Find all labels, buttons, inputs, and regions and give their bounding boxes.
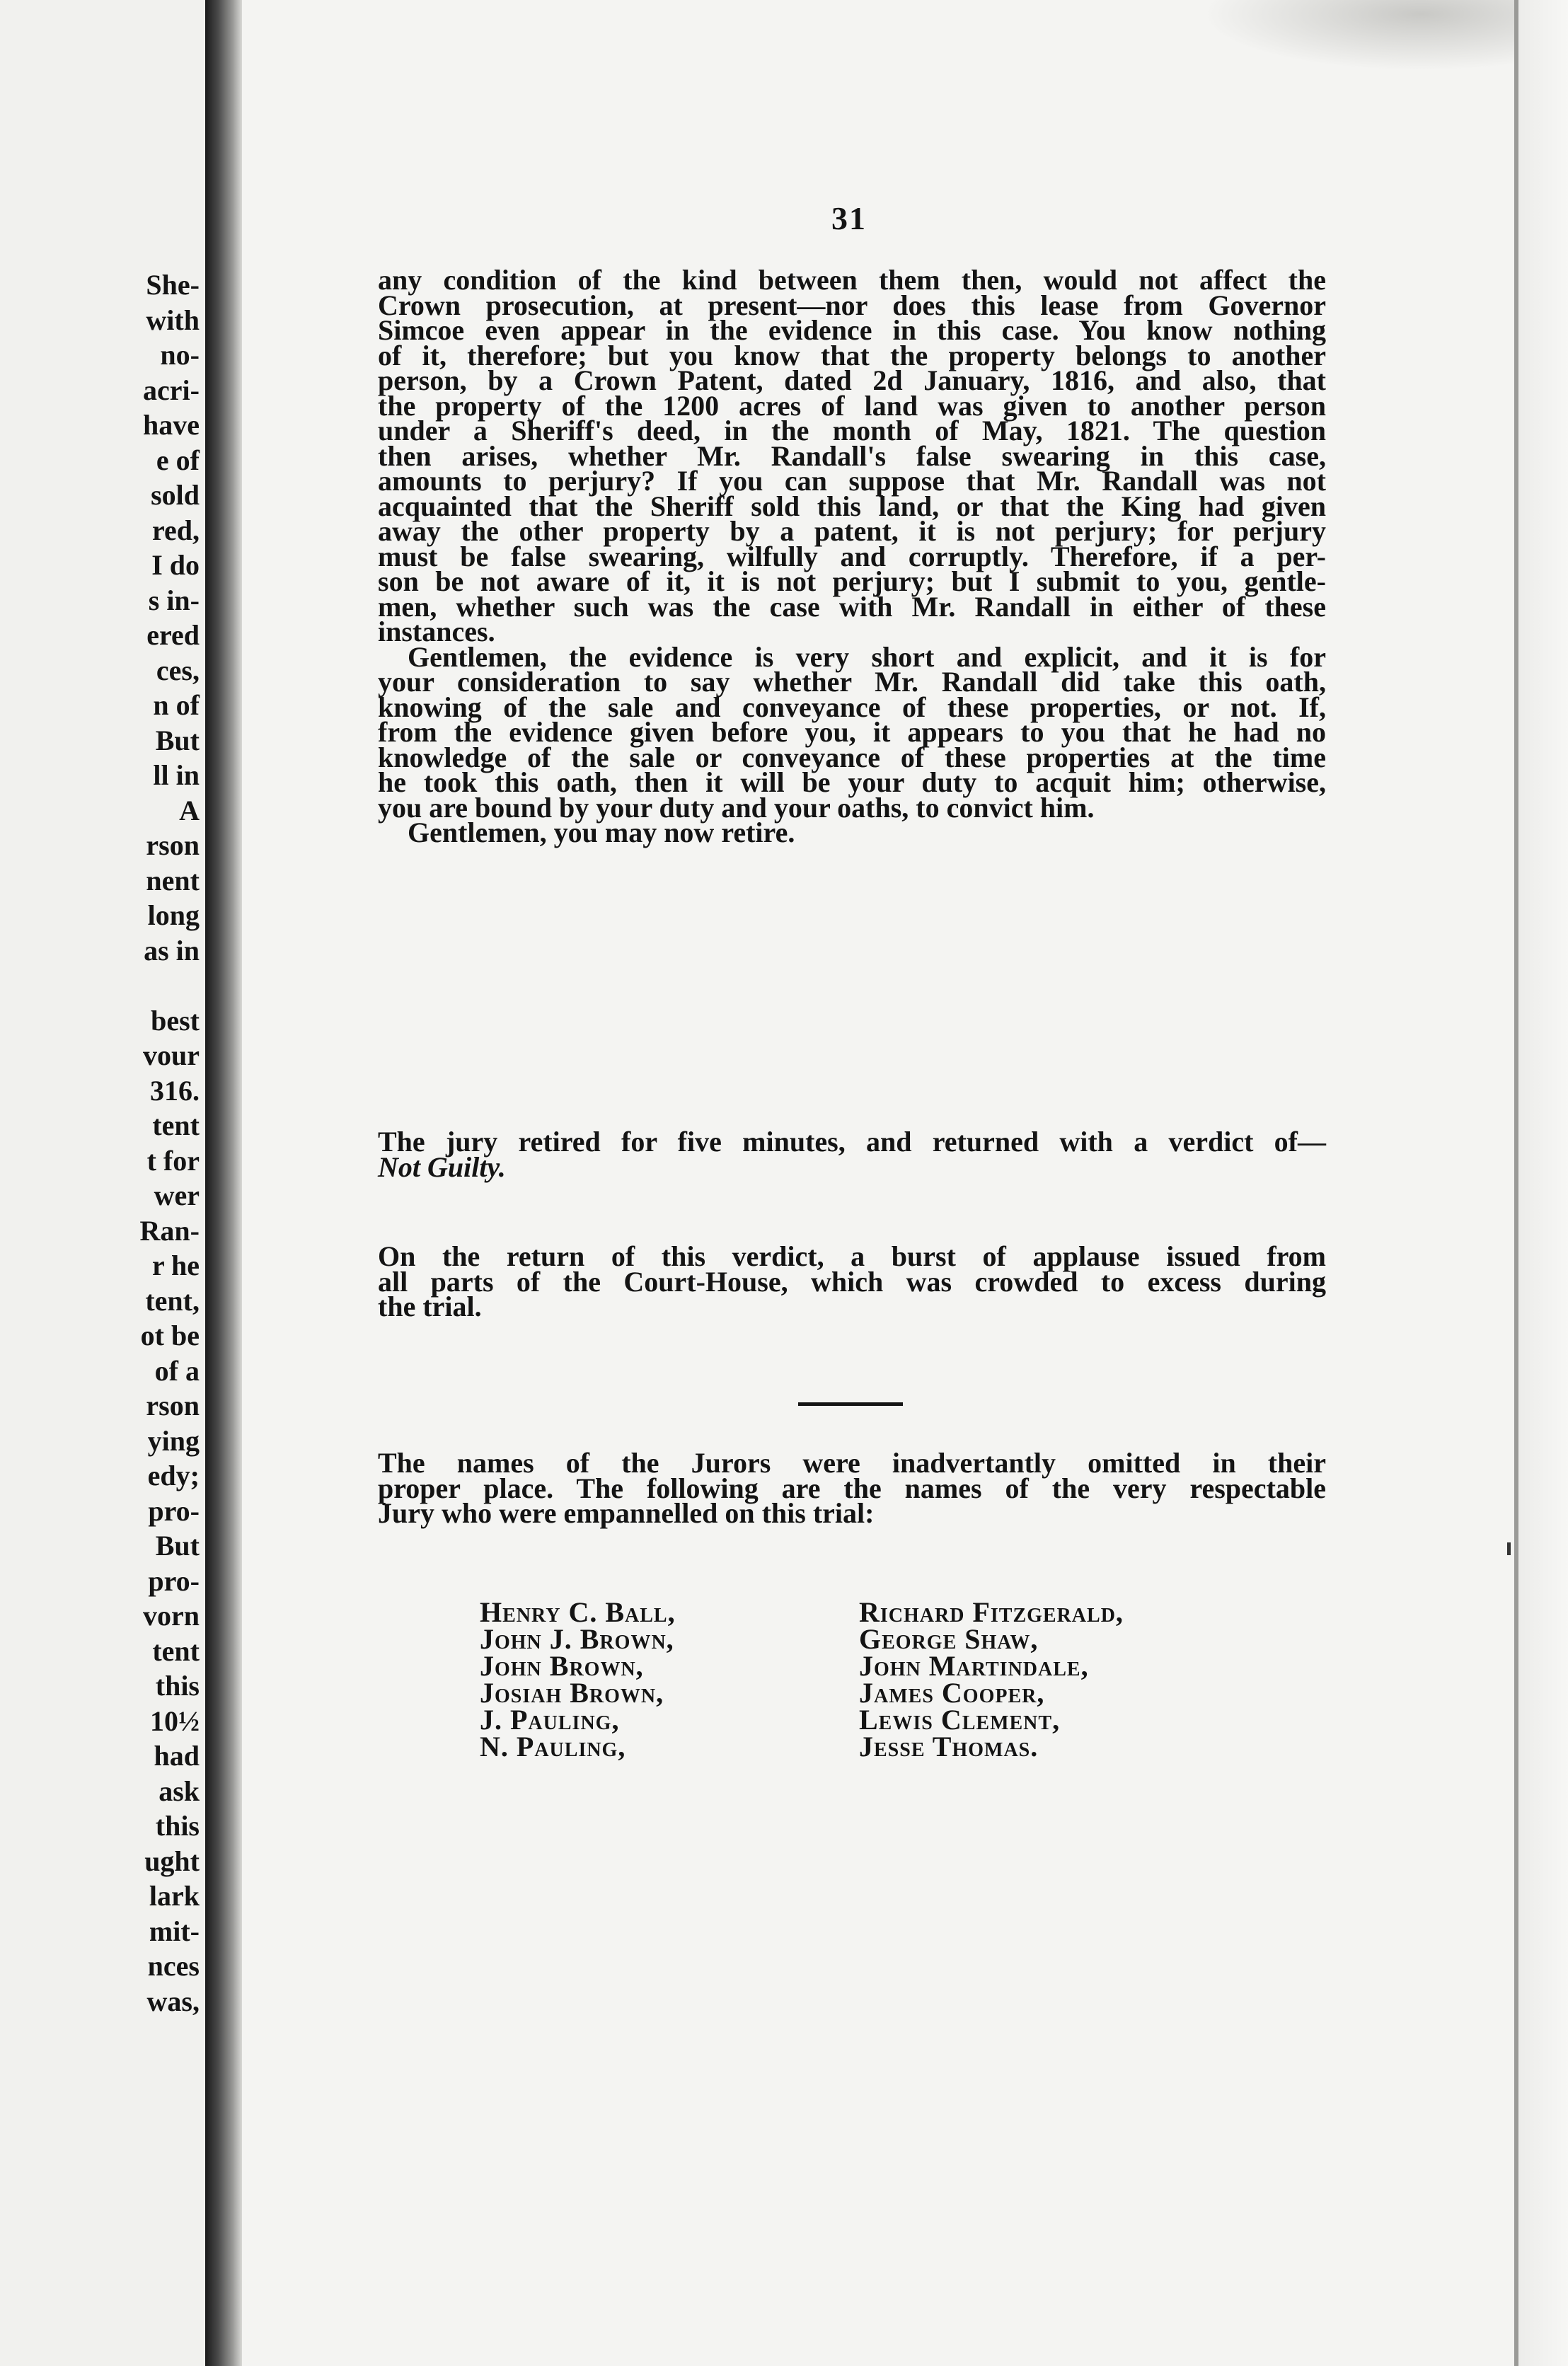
facing-page-fragment: lark (149, 1880, 200, 1912)
text-line: of it, therefore; but you know that the property belongs to another (378, 339, 1326, 371)
juror-name: J. Pauling, (480, 1704, 620, 1736)
text-line: son be not aware of it, it is not perjury; but I submit to you, gentle- (378, 565, 1326, 597)
text-line: you are bound by your duty and your oaths, to convict him. (378, 791, 1095, 824)
text-line: The names of the Jurors were inadvertantly omitted in their (378, 1447, 1326, 1479)
text-line: all parts of the Court-House, which was crowded to excess during (378, 1265, 1326, 1298)
text-line: amounts to perjury? If you can suppose that Mr. Randall was not (378, 465, 1326, 497)
text-line: knowing of the sale and conveyance of these properties, or not. If, (378, 691, 1326, 723)
facing-page-fragment: as in (144, 934, 200, 966)
facing-page-fragment: s in- (148, 584, 200, 616)
jurors-intro-paragraph (378, 1447, 1326, 1529)
juror-name: John J. Brown, (480, 1623, 674, 1655)
text-line: men, whether such was the case with Mr. Randall in either of these (378, 590, 1326, 623)
facing-page-fragment: have (143, 409, 200, 441)
text-line: Jury who were empannelled on this trial: (378, 1497, 875, 1529)
juror-name: Henry C. Ball, (480, 1596, 676, 1628)
facing-page-fragment: I do (151, 549, 200, 581)
facing-page-fragment: red, (151, 514, 200, 546)
facing-page-fragment: ot be (140, 1320, 200, 1351)
facing-page-fragment: mit- (149, 1915, 200, 1947)
book-gutter (205, 0, 242, 2366)
text-line: away the other property by a patent, it is not perjury; for perjury (378, 515, 1326, 547)
verdict-line: The jury retired for five minutes, and returned with a verdict of— (378, 1126, 1326, 1158)
facing-page-fragment: pro- (148, 1494, 200, 1527)
facing-page-fragment: acri- (143, 374, 200, 406)
facing-page-fragment: n of (153, 689, 200, 721)
facing-page-fragment: was, (146, 1985, 200, 2017)
facing-page-fragment: ying (147, 1424, 200, 1457)
juror-name: Richard Fitzgerald, (859, 1596, 1124, 1628)
page-wear-mark (1203, 0, 1514, 71)
facing-page-fragment: nent (146, 864, 200, 896)
facing-page-fragment: ask (158, 1774, 200, 1807)
facing-page-fragment: e of (156, 444, 200, 476)
text-line: the trial. (378, 1291, 482, 1322)
juror-name: Lewis Clement, (859, 1704, 1061, 1736)
juror-name: John Brown, (480, 1650, 644, 1682)
facing-page-fragment (0, 968, 200, 1003)
applause-paragraph (378, 1240, 1326, 1322)
facing-page-fragment: Ran- (139, 1214, 200, 1247)
stray-mark (1507, 1542, 1511, 1555)
facing-page-fragment: ered (146, 619, 200, 651)
facing-page-fragment: of a (154, 1354, 200, 1387)
juror-name: N. Pauling, (480, 1731, 626, 1762)
text-line: then arises, whether Mr. Randall's false swearing in this case, (378, 439, 1326, 472)
charge-paragraph-3: Gentlemen, you may now retire. (408, 816, 795, 848)
charge-paragraph-2 (378, 640, 1326, 824)
text-line: acquainted that the Sheriff sold this land, or that the King had given (378, 490, 1326, 522)
facing-page-fragment: long (147, 899, 200, 931)
facing-page-fragment: r he (151, 1250, 200, 1281)
facing-page-fragment: But (155, 1530, 200, 1562)
text-line: knowledge of the sale or conveyance of these properties at the time (378, 741, 1326, 773)
juror-name: Jesse Thomas. (859, 1731, 1039, 1762)
facing-page-fragment: tent, (145, 1284, 200, 1317)
facing-page-fragment: sold (151, 479, 200, 511)
text-line: Crown prosecution, at present—nor does this lease from Governor (378, 289, 1326, 321)
text-line: must be false swearing, wilfully and corruptly. Therefore, if a per- (378, 540, 1326, 572)
facing-page-fragment: no- (160, 339, 200, 371)
facing-page-fragment: nces (147, 1950, 200, 1982)
text-line: your consideration to say whether Mr. Randall did take this oath, (378, 666, 1326, 698)
facing-page-fragment: wer (154, 1179, 200, 1211)
facing-page-fragment: vour (143, 1039, 200, 1071)
juror-name: George Shaw, (859, 1623, 1039, 1655)
facing-page-fragment: But (155, 724, 200, 756)
page-margin-edge (1518, 0, 1568, 2366)
facing-page-fragment: ces, (156, 654, 200, 686)
facing-page-fragment: t for (146, 1144, 200, 1177)
facing-page-fragment: ll in (153, 759, 200, 791)
juror-name: James Cooper, (859, 1677, 1045, 1709)
judge-charge (378, 264, 1326, 848)
facing-page-strip (0, 0, 205, 2366)
facing-page-fragment: pro- (148, 1564, 200, 1597)
facing-page-fragment: ught (144, 1845, 200, 1877)
text-line: Simcoe even appear in the evidence in this case. You know nothing (378, 314, 1326, 346)
text-line: any condition of the kind between them then, would not affect the (378, 264, 1326, 296)
facing-page-fragment: 316. (150, 1074, 200, 1107)
text-line: Gentlemen, the evidence is very short and explicit, and it is for (408, 640, 1326, 673)
facing-page-fragment: A (179, 794, 200, 826)
facing-page-fragment: rson (146, 1390, 200, 1421)
text-line: from the evidence given before you, it appears to you that he had no (378, 716, 1326, 748)
jurors-list-left (480, 1596, 676, 1762)
facing-page-fragment: vorn (143, 1600, 200, 1632)
text-line: proper place. The following are the names of the very respectable (378, 1472, 1326, 1504)
jurors-list-right (859, 1596, 1124, 1762)
text-line: instances. (378, 616, 495, 647)
facing-page-fragment: 10½ (150, 1704, 200, 1737)
charge-paragraph-1 (378, 264, 1326, 647)
text-line: the property of the 1200 acres of land was given to another person (378, 389, 1326, 422)
facing-page-fragment: tent (152, 1634, 200, 1667)
verdict-paragraph (378, 1126, 1326, 1183)
text-line: under a Sheriff's deed, in the month of May, 1821. The question (378, 415, 1326, 446)
facing-page-text (0, 267, 200, 2019)
section-divider (798, 1402, 903, 1406)
facing-page-fragment: edy; (147, 1460, 200, 1491)
verdict-result: Not Guilty. (378, 1150, 506, 1183)
juror-name: John Martindale, (859, 1650, 1089, 1682)
facing-page-fragment: tent (152, 1109, 200, 1141)
text-line: person, by a Crown Patent, dated 2d January, 1816, and also, that (378, 364, 1326, 396)
facing-page-fragment: best (151, 1004, 200, 1037)
facing-page-fragment: She- (146, 269, 200, 301)
page-number: 31 (831, 200, 867, 236)
juror-name: Josiah Brown, (480, 1677, 664, 1709)
facing-page-fragment: had (154, 1740, 200, 1772)
facing-page-fragment: rson (146, 829, 200, 861)
facing-page-fragment: this (155, 1670, 200, 1702)
facing-page-fragment: this (155, 1810, 200, 1842)
text-line: On the return of this verdict, a burst of applause issued from (378, 1240, 1326, 1272)
text-line: he took this oath, then it will be your duty to acquit him; otherwise, (378, 766, 1326, 798)
facing-page-fragment: with (146, 304, 200, 336)
